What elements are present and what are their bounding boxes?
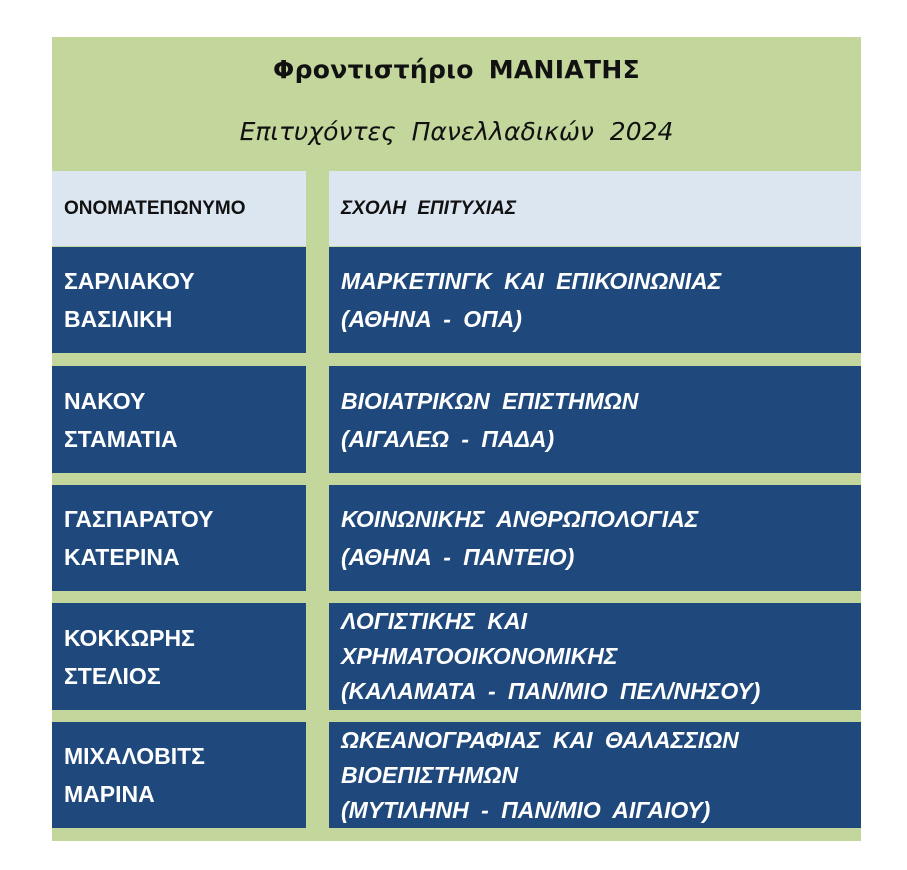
name-line: ΣΤΑΜΑΤΙΑ — [64, 425, 178, 452]
page-title: Φροντιστήριο ΜΑΝΙΑΤΗΣ — [273, 55, 640, 84]
school-line: (ΑΘΗΝΑ - ΠΑΝΤΕΙΟ) — [341, 544, 575, 570]
school-line: ΧΡΗΜΑΤΟΟΙΚΟΝΟΜΙΚΗΣ — [341, 643, 618, 669]
school-line: (ΚΑΛΑΜΑΤΑ - ΠΑΝ/ΜΙΟ ΠΕΛ/ΝΗΣΟΥ) — [341, 678, 761, 704]
table-row-1-school — [329, 247, 861, 353]
table-row-5-name — [52, 722, 306, 828]
column-header-name-label: ΟΝΟΜΑΤΕΠΩΝΥΜΟ — [64, 197, 246, 219]
school-line: (ΜΥΤΙΛΗΝΗ - ΠΑΝ/ΜΙΟ ΑΙΓΑΙΟΥ) — [341, 796, 711, 823]
school-line: ΒΙΟΙΑΤΡΙΚΩΝ ΕΠΙΣΤΗΜΩΝ — [341, 387, 639, 414]
column-header-name — [52, 171, 306, 246]
name-line: ΓΑΣΠΑΡΑΤΟΥ — [64, 506, 214, 532]
table-row-3-name — [52, 485, 306, 591]
school-line: ΩΚΕΑΝΟΓΡΑΦΙΑΣ ΚΑΙ ΘΑΛΑΣΣΙΩΝ — [341, 726, 739, 753]
school-line: (ΑΘΗΝΑ - ΟΠΑ) — [341, 306, 522, 332]
table-row-5-school — [329, 722, 861, 828]
page-subtitle: Επιτυχόντες Πανελλαδικών 2024 — [239, 117, 674, 146]
table-row-2-name — [52, 366, 306, 473]
column-header-school-label: ΣΧΟΛΗ ΕΠΙΤΥΧΙΑΣ — [341, 197, 517, 219]
name-line: ΣΤΕΛΙΟΣ — [64, 662, 161, 689]
name-line: ΝΑΚΟΥ — [64, 387, 146, 414]
name-line: ΚΑΤΕΡΙΝΑ — [64, 544, 180, 570]
name-line: ΜΙΧΑΛΟΒΙΤΣ — [64, 743, 205, 769]
school-line: ΚΟΙΝΩΝΙΚΗΣ ΑΝΘΡΩΠΟΛΟΓΙΑΣ — [341, 506, 699, 532]
school-line: ΛΟΓΙΣΤΙΚΗΣ ΚΑΙ — [341, 608, 527, 634]
name-line: ΒΑΣΙΛΙΚΗ — [64, 306, 173, 332]
results-table — [52, 37, 861, 841]
title-block — [52, 37, 861, 171]
table-row-4-school — [329, 603, 861, 710]
school-line: ΒΙΟΕΠΙΣΤΗΜΩΝ — [341, 761, 519, 788]
table-row-4-name — [52, 603, 306, 710]
column-header-school — [329, 171, 861, 246]
name-line: ΜΑΡΙΝΑ — [64, 781, 155, 807]
table-row-3-school — [329, 485, 861, 591]
school-line: (ΑΙΓΑΛΕΩ - ΠΑΔΑ) — [341, 425, 555, 452]
name-line: ΚΟΚΚΩΡΗΣ — [64, 624, 195, 651]
table-row-1-name — [52, 247, 306, 353]
name-line: ΣΑΡΛΙΑΚΟΥ — [64, 268, 195, 294]
school-line: ΜΑΡΚΕΤΙΝΓΚ ΚΑΙ ΕΠΙΚΟΙΝΩΝΙΑΣ — [341, 268, 722, 294]
table-row-2-school — [329, 366, 861, 473]
